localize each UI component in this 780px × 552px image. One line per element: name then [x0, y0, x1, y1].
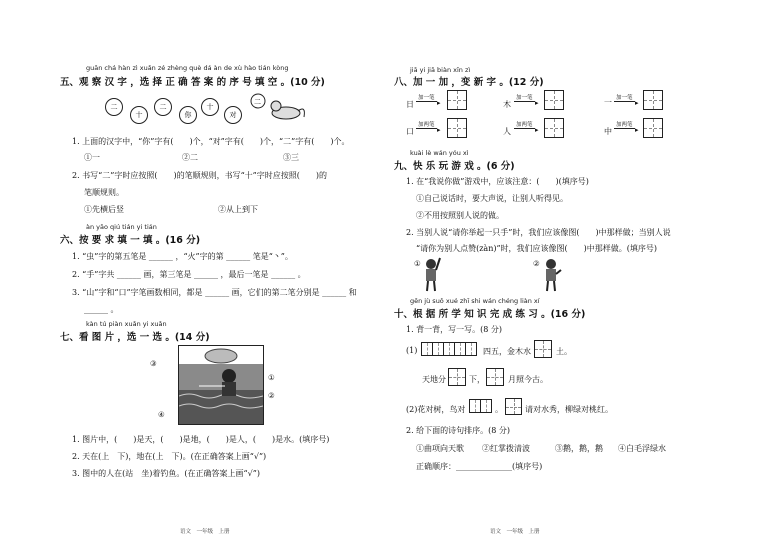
page-footer: 语文 一年级 上册: [490, 529, 540, 535]
answer-box[interactable]: [643, 90, 663, 110]
s6-q3-cont: ______ 。: [84, 305, 119, 314]
arrow-label: 加一笔 ▸: [416, 93, 437, 102]
s10-l1a: (1): [406, 346, 418, 355]
s5-q2-cont: 笔顺规则。: [84, 188, 124, 197]
s10-title: 十、根 据 所 学 知 识 完 成 练 习 。(16 分): [394, 309, 586, 320]
pic-label: ③: [150, 359, 157, 368]
s8-char: 人: [503, 127, 511, 136]
arrow-label: 加一笔 ▸: [514, 93, 535, 102]
answer-box[interactable]: [643, 118, 663, 138]
s9-q1: 1. 在“我说你做”游戏中，应该注意：( )(填序号): [406, 177, 589, 186]
s7-pinyin: kàn tú piàn xuǎn yi xuǎn: [86, 320, 167, 328]
s7-q1: 1. 图片中，( )是天，( )是地，( )是人，( )是水。(填序号): [72, 435, 330, 444]
s10-l2b: 下，: [469, 375, 485, 384]
s7-q2: 2. 天在(上 下)，地在(上 下)。(在正确答案上画“√”): [72, 452, 267, 461]
s8-char: 木: [503, 100, 511, 109]
s5-q2: 2. 书写“二”字时应按照( )的笔顺规则，书写“十”字时应按照( )的: [72, 171, 328, 180]
s6-title: 六、按 要 求 填 一 填 。(16 分): [60, 235, 201, 246]
char-circle: 二: [105, 98, 123, 116]
s7-title: 七、看 图 片 ，选 一 选 。(14 分): [60, 332, 210, 343]
s7-q3: 3. 图中的人在(站 坐)着钓鱼。(在正确答案上画“√”): [72, 469, 260, 478]
right-page: [390, 0, 780, 552]
s10-order: 正确顺序：______________(填序号): [416, 462, 543, 471]
s6-q1: 1. “虫”字的第五笔是 ______ ，“火”字的第 ______ 笔是“丶”。: [72, 252, 293, 261]
s8-pinyin: jiā yi jiā biàn xīn zì: [410, 66, 471, 74]
s9-pinyin: kuài lè wán yóu xì: [410, 149, 469, 157]
answer-box[interactable]: [448, 368, 466, 386]
s6-q2: 2. “手”字共 ______ 画，第三笔是 ______ ，最后一笔是 ______ 。: [72, 270, 306, 279]
poem-line: ④白毛浮绿水: [618, 444, 666, 453]
figure-label: ①: [414, 259, 421, 268]
arrow-label: 加两笔 ▸: [614, 120, 635, 129]
s10-q1: 1. 背一背，写一写。(8 分): [406, 325, 503, 334]
char-circle: 二: [154, 98, 172, 116]
arrow-label: 加一笔 ▸: [614, 93, 635, 102]
s6-q3: 3. “山”字和“口”字笔画数相同，都是 ______ 画，它们的第二笔分别是 ______ 和: [72, 288, 357, 297]
char-circle: 你: [179, 106, 197, 124]
pic-label: ①: [268, 373, 275, 382]
answer-box[interactable]: [534, 340, 552, 358]
svg-text:二: 二: [254, 98, 261, 106]
answer-box[interactable]: [447, 118, 467, 138]
write-row[interactable]: [470, 399, 492, 413]
page-footer: 语文 一年级 上册: [180, 529, 230, 535]
s8-char: 一: [604, 98, 612, 107]
char-circle: 十: [201, 98, 219, 116]
answer-box[interactable]: [486, 368, 504, 386]
figure-label: ②: [533, 259, 540, 268]
s8-char: 日: [406, 100, 414, 109]
s10-l3b: 。: [495, 405, 503, 414]
poem-line: ③鹅，鹅，鹅: [555, 444, 603, 453]
s8-char: 口: [406, 127, 414, 136]
pic-label: ②: [268, 391, 275, 400]
poem-line: ①曲项向天歌: [416, 444, 464, 453]
s5-title: 五、观 察 汉 字 ，选 择 正 确 答 案 的 序 号 填 空 。(10 分): [60, 77, 325, 88]
s10-l3c: 请对水秀，柳绿对桃红。: [525, 405, 613, 414]
option: ②从上到下: [218, 205, 258, 214]
s9-option: ①自己说话时，要大声说，让别人听得见。: [416, 194, 568, 203]
option: ③三: [283, 153, 299, 162]
s8-char: 中: [604, 127, 612, 136]
s5-q1: 1. 上面的汉字中，“你”字有( )个，“对”字有( )个，“二”字有( )个。: [72, 137, 350, 146]
s10-pinyin: gēn jù suǒ xué zhī shi wán chéng liàn xí: [410, 297, 540, 305]
s9-option: ②不用按照别人说的做。: [416, 211, 504, 220]
answer-box[interactable]: [544, 118, 564, 138]
child-thumbs-up-icon: [540, 256, 562, 292]
s6-pinyin: àn yāo qiú tián yi tián: [86, 223, 157, 231]
s10-q2: 2. 给下面的诗句排序。(8 分): [406, 426, 511, 435]
s5-pinyin: guān chá hàn zì xuǎn zé zhèng què dá àn de xù hào tián kòng: [86, 64, 289, 72]
s10-l1b: 四五，金木水: [483, 347, 531, 356]
s9-q2-cont: “请你为别人点赞(zàn)”时，我们应该像图( )中那样做。(填序号): [416, 244, 658, 253]
child-raising-hand-icon: [420, 256, 442, 292]
seal-icon: [248, 93, 308, 123]
answer-box[interactable]: [447, 90, 467, 110]
s9-title: 九、快 乐 玩 游 戏 。(6 分): [394, 161, 515, 172]
poem-line: ②红掌拨清波: [482, 444, 530, 453]
s9-q2: 2. 当别人说“请你举起一只手”时，我们应该像图( )中那样做；当别人说: [406, 228, 671, 237]
fisherman-illustration: [179, 346, 263, 424]
write-row[interactable]: [422, 342, 477, 356]
s10-l1c: 土。: [556, 347, 572, 356]
option: ①一: [84, 153, 100, 162]
arrow-label: 加两笔 ▸: [416, 120, 437, 129]
fishing-picture: [178, 345, 264, 425]
char-circle: 十: [130, 106, 148, 124]
char-circle: 对: [224, 106, 242, 124]
option: ②二: [182, 153, 198, 162]
s10-l2a: 天地分: [422, 375, 446, 384]
pic-label: ④: [158, 410, 165, 419]
option: ①先横后竖: [84, 205, 124, 214]
answer-box[interactable]: [544, 90, 564, 110]
answer-box[interactable]: [505, 398, 522, 415]
arrow-label: 加两笔 ▸: [514, 120, 535, 129]
s8-title: 八、加 一 加 ，变 新 字 。(12 分): [394, 77, 544, 88]
s10-l2c: 月照今古。: [508, 375, 548, 384]
s10-l3a: (2)花对树，鸟对: [406, 405, 466, 414]
